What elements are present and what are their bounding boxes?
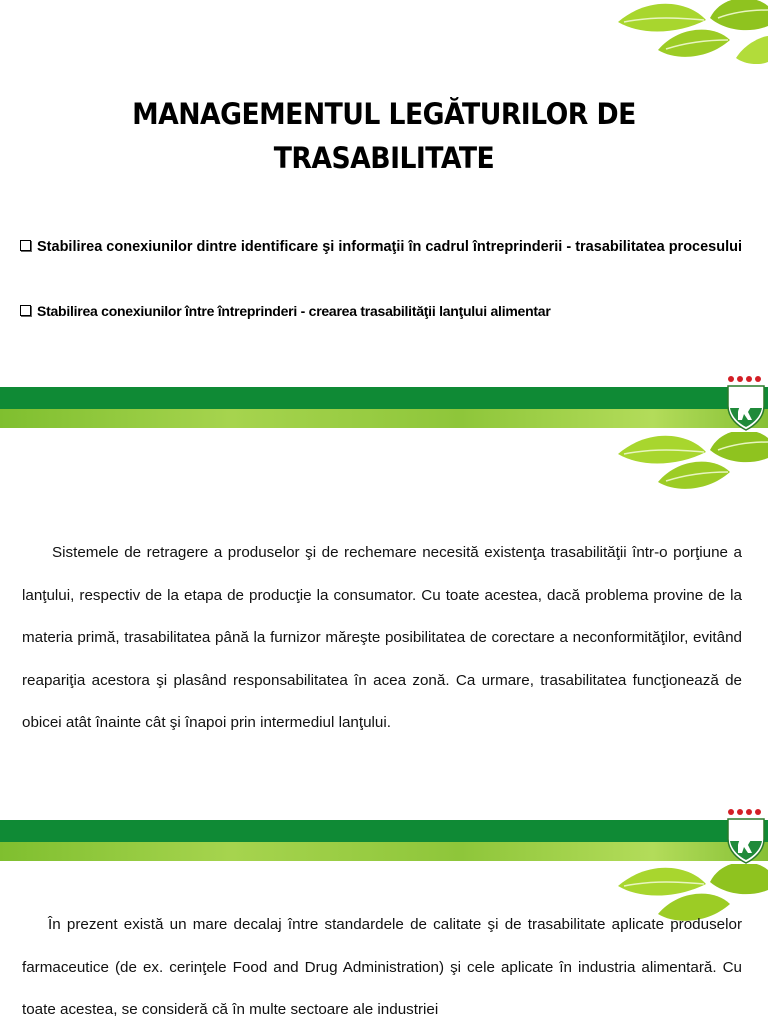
- body-paragraph-2: În prezent există un mare decalaj între standardele de calitate şi de trasabilitate aplicate produselor farmaceutice (de ex. cerinţele Food and Drug Administration) şi cele aplicate în industria alimentară. Cu toate acestea, se consideră că în multe sectoare ale industriei: [22, 916, 742, 1019]
- checkbox-bullet-icon: [20, 240, 31, 251]
- bullet-text-2: Stabilirea conexiunilor între întreprinderi - crearea trasabilităţii lanţului alimentar: [37, 303, 551, 319]
- slide-2: [0, 386, 768, 818]
- slide-1: [0, 0, 768, 386]
- slide-title: [31, 92, 738, 180]
- green-footer-band: [0, 387, 768, 428]
- bullet-item-1: [20, 238, 748, 257]
- coat-of-arms-icon: [726, 372, 766, 432]
- green-footer-band: [0, 820, 768, 861]
- body-paragraph-1: Sistemele de retragere a produselor şi de rechemare necesită existenţa trasabilităţii într-o porţiune a lanţului, respectiv de la etapa de producţie la consumator. Cu toate acestea, dacă problema provine de la materia primă, trasabilitatea până la furnizor măreşte posibilitatea de corectare a neconformităţilor, evitând reapariţia acestora şi plasând responsabilitatea în acea zonă. Ca urmare, trasabilitatea funcţionează de obicei atât înainte cât şi înapoi prin intermediul lanţului.: [22, 544, 742, 732]
- title-line-1: MANAGEMENTUL LEGĂTURILOR DE: [132, 97, 636, 131]
- leaves-ornament-icon: [618, 432, 768, 496]
- title-line-2: TRASABILITATE: [273, 141, 495, 175]
- checkbox-bullet-icon: [20, 305, 31, 316]
- bullet-text-1: Stabilirea conexiunilor dintre identificare şi informaţii în cadrul întreprinderii - trasabilitatea procesului: [37, 239, 743, 255]
- coat-of-arms-icon: [726, 805, 766, 865]
- leaves-ornament-icon: [618, 0, 768, 64]
- bullet-item-2: [20, 302, 748, 321]
